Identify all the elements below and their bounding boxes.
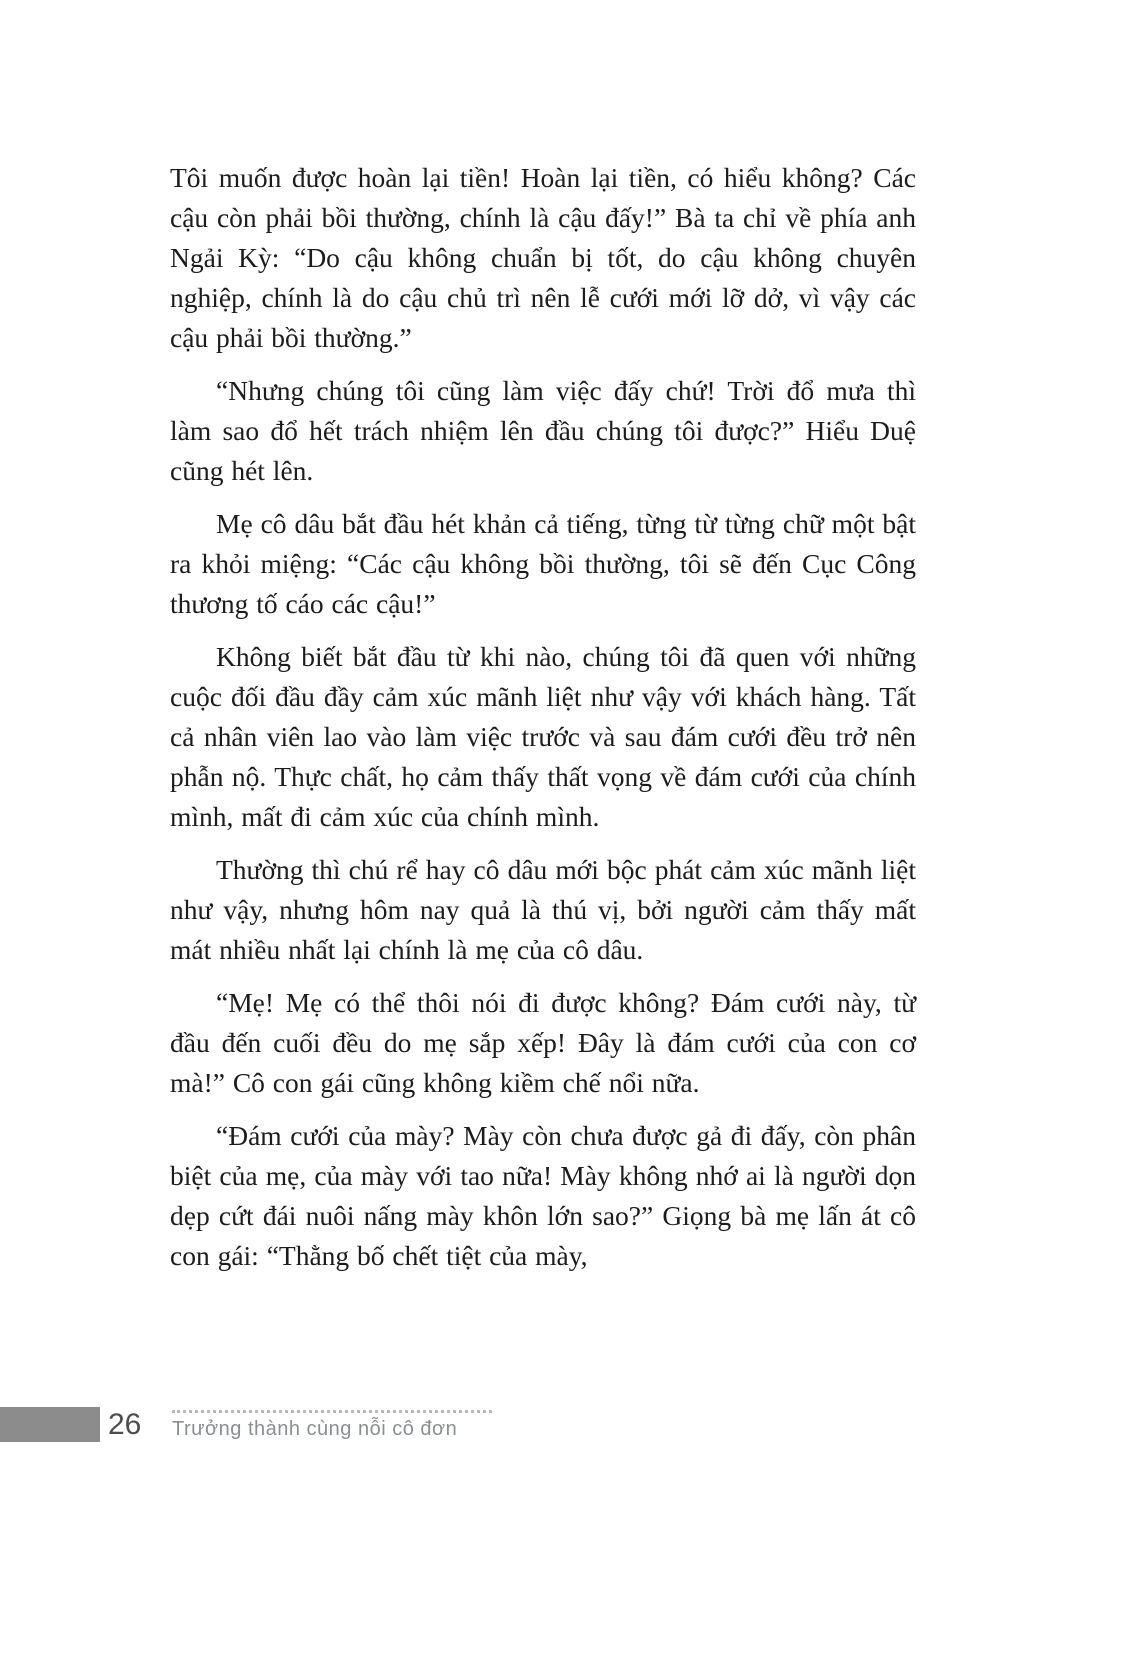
paragraph: “Đám cưới của mày? Mày còn chưa được gả đi đấy, còn phân biệt của mẹ, của mày với tao nữa! Mày không nhớ ai là người dọn dẹp cứt đái nuôi nấng mày khôn lớn sao?” Giọng bà mẹ lấn át cô con gái: “Thằng bố chết tiệt của mày, (170, 1120, 916, 1271)
page-footer (0, 1404, 1126, 1448)
page-text (170, 158, 916, 1289)
page-number: 26 (108, 1408, 142, 1441)
footer-gray-bar (0, 1407, 100, 1442)
paragraph: Tôi muốn được hoàn lại tiền! Hoàn lại tiền, có hiểu không? Các cậu còn phải bồi thường, chính là cậu đấy!” Bà ta chỉ về phía anh Ngải Kỳ: “Do cậu không chuẩn bị tốt, do cậu không chuyên nghiệp, chính là do cậu chủ trì nên lễ cưới mới lỡ dở, vì vậy các cậu phải bồi thường.” (170, 162, 916, 353)
dotted-separator (172, 1410, 492, 1413)
footer-title-block (172, 1410, 502, 1441)
paragraph: Thường thì chú rể hay cô dâu mới bộc phát cảm xúc mãnh liệt như vậy, nhưng hôm nay quả là thú vị, bởi người cảm thấy mất mát nhiều nhất lại chính là mẹ của cô dâu. (170, 854, 916, 965)
paragraph: “Nhưng chúng tôi cũng làm việc đấy chứ! Trời đổ mưa thì làm sao đổ hết trách nhiệm lên đầu chúng tôi được?” Hiểu Duệ cũng hét lên. (170, 375, 916, 486)
book-title: Trưởng thành cùng nỗi cô đơn (172, 1418, 458, 1440)
paragraph: Không biết bắt đầu từ khi nào, chúng tôi đã quen với những cuộc đối đầu đầy cảm xúc mãnh liệt như vậy với khách hàng. Tất cả nhân viên lao vào làm việc trước và sau đám cưới đều trở nên phẫn nộ. Thực chất, họ cảm thấy thất vọng về đám cưới của chính mình, mất đi cảm xúc của chính mình. (170, 641, 916, 832)
paragraph: Mẹ cô dâu bắt đầu hét khản cả tiếng, từng từ từng chữ một bật ra khỏi miệng: “Các cậu không bồi thường, tôi sẽ đến Cục Công thương tố cáo các cậu!” (170, 508, 916, 619)
paragraph: “Mẹ! Mẹ có thể thôi nói đi được không? Đám cưới này, từ đầu đến cuối đều do mẹ sắp xếp! Đây là đám cưới của con cơ mà!” Cô con gái cũng không kiềm chế nổi nữa. (170, 987, 916, 1098)
